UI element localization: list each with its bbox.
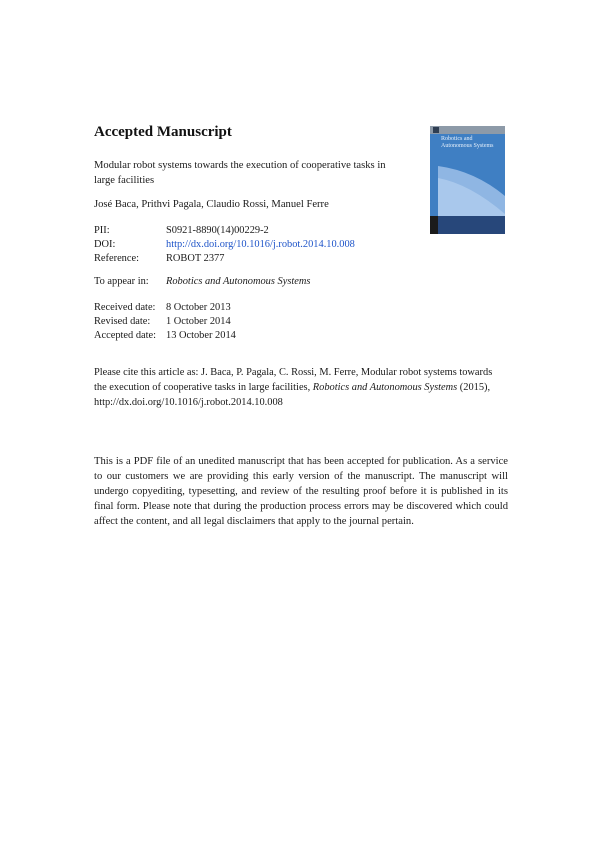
journal-name: Robotics and Autonomous Systems [166,276,311,287]
journal-cover-image [430,126,505,234]
cover-footer-bar [430,216,438,234]
pii-value: S0921-8890(14)00229-2 [166,225,269,236]
reference-label: Reference: [94,253,139,264]
revised-row [94,315,236,329]
received-row [94,301,236,315]
appear-row [94,275,310,289]
citation-prefix: Please cite this article as: J. Baca, P. Pagala, C. Rossi, M. Ferre, Modular robot systems towards the execution of cooperative tasks in large facilities, [94,367,493,393]
citation-journal: Robotics and Autonomous Systems [312,382,458,393]
citation-text [94,365,506,410]
pii-row [94,224,355,238]
doi-row [94,238,355,252]
accepted-row [94,329,236,343]
author-list: José Baca, Prithvi Pagala, Claudio Rossi, Manuel Ferre [94,199,329,210]
accepted-label: Accepted date: [94,330,157,341]
doi-label: DOI: [94,239,116,250]
page-heading: Accepted Manuscript [94,124,232,140]
manuscript-notice: This is a PDF file of an unedited manuscript that has been accepted for publication. As a service to our customers we are providing this early version of the manuscript. The manuscript will undergo copyediting, typesetting, and review of the resulting proof before it is published in its final form. Please note that during the production process errors may be discovered which could affect the content, and all legal disclaimers that apply to the journal pertain. [94,456,508,527]
cover-title-line2: Autonomous Systems [441,142,494,149]
citation-suffix: (2015), http://dx.doi.org/10.1016/j.robot.2014.10.008 [94,382,491,408]
dates-block [94,301,236,343]
cover-footer [438,216,505,234]
received-value: 8 October 2013 [166,302,231,313]
cover-title [441,136,494,149]
revised-value: 1 October 2014 [166,316,231,327]
pii-label: PII: [94,225,110,236]
reference-row [94,252,355,266]
appear-label: To appear in: [94,276,149,287]
received-label: Received date: [94,302,156,313]
doi-link[interactable]: http://dx.doi.org/10.1016/j.robot.2014.10.008 [166,239,355,250]
appear-block [94,275,310,289]
article-title: Modular robot systems towards the execution of cooperative tasks in large facilities [94,160,386,186]
cover-title-line1: Robotics and [441,136,473,142]
accepted-value: 13 October 2014 [166,330,236,341]
revised-label: Revised date: [94,316,151,327]
reference-value: ROBOT 2377 [166,253,225,264]
identifier-block [94,224,355,266]
